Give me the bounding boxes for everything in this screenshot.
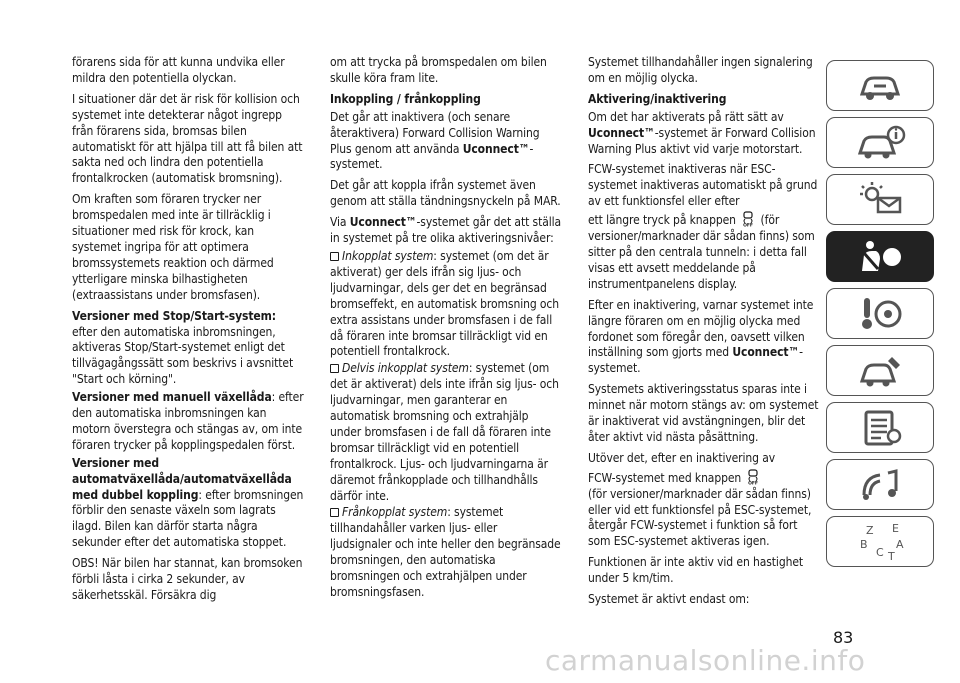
tab-warning-lights[interactable] [826, 174, 934, 225]
paragraph [72, 390, 304, 454]
paragraph [330, 110, 562, 174]
paragraph: Funktionen är inte aktiv vid en hastighet under 5 km/tim. [588, 555, 803, 586]
index-letter: Z [866, 523, 874, 537]
brand-name: Uconnect™ [588, 125, 655, 140]
watermark: carmanualsonline.info [545, 644, 866, 677]
list-item-text: : systemet tillhandahåller varken ljus- eller ljudsignaler och inte heller den begränsade bromsningen, den automatiska bromsningen och extrahjälpen under bromsningsfasen. [330, 505, 561, 599]
car-info-icon [850, 123, 910, 163]
tab-technical-data[interactable] [826, 402, 934, 453]
paragraph [588, 211, 820, 293]
paragraph-text: FCW-systemet med knappen [588, 470, 745, 485]
paragraph-text: Det går att inaktivera (och senare återaktivera) Forward Collision Warning Plus genom att använda [330, 109, 540, 156]
paragraph: I situationer där det är risk för kollision och systemet inte detekterar något ingrepp från förarens sida, bromsas bilen automatiskt för att hjälpa till att få bilen att sakta ned och lindra den potentiella frontalkrocken (automatisk bromsning). [72, 91, 303, 186]
list-item-text: : systemet (om det är aktiverat) ger dels ifrån sig ljus- och ljudvarningar, dels ger det en begränsad bromseffekt, en automatisk bromsning och extra assistans under bromsfasen i de fall då föraren inte bromsar tillräckligt vid en potentiell frontalkrock. [330, 248, 559, 359]
tab-dashboard[interactable] [826, 60, 934, 111]
car-wrench-service-icon [850, 351, 910, 391]
paragraph-text: Efter en inaktivering, varnar systemet inte längre föraren om en möjlig olycka med fordonet som föregår den, oavsett vilken inställning som gjorts med [588, 297, 814, 360]
chapter-tabs [826, 60, 934, 573]
esc-off-car-skid-icon [741, 211, 755, 227]
section-heading: Aktivering/inaktivering [588, 91, 727, 106]
brand-name: Uconnect™ [462, 141, 530, 156]
tab-emergency[interactable] [826, 345, 934, 396]
paragraph-text: ett längre tryck på knappen [588, 213, 740, 228]
seatbelt-airbag-safety-icon [850, 237, 910, 277]
square-bullet-icon [330, 252, 339, 261]
list-item-label: Inkopplat system [342, 248, 434, 263]
svg-text:OFF: OFF [748, 481, 759, 485]
multimedia-music-icon [850, 465, 910, 505]
paragraph-text: -systemet. [330, 141, 534, 172]
list-item [330, 249, 562, 360]
paragraph-text: -systemet är Forward Collision Warning Plus aktivt vid varje motorstart. [588, 125, 816, 156]
paragraph: Systemets aktiveringsstatus sparas inte i minnet när motorn stängs av: om systemet är inaktiverat vid avstängningen, blir det åter aktivt vid nästa påsättning. [588, 382, 819, 444]
paragraph: Systemet är aktivt endast om: [588, 592, 750, 607]
paragraph-text: : efter bromsningen förblir den senaste växeln som lagrats ilagd. Bilen kan därför starta några sekunder efter det automatiska stoppet. [72, 487, 304, 550]
text-column-3 [588, 55, 820, 613]
list-item [330, 505, 562, 600]
paragraph-text: Via [330, 215, 350, 230]
paragraph-text: : efter den automatiska inbromsningen kan motorn överstegra och stängas av, om inte föraren trycker på kopplingspedalen först. [72, 390, 304, 452]
paragraph [72, 456, 304, 551]
paragraph: Utöver det, efter en inaktivering av [588, 450, 776, 465]
paragraph: Om kraften som föraren trycker ner bromspedalen med inte är tillräcklig i situationer med risk för krock, kan systemet ingripa för att optimera bromssystemets reaktion och därmed ytterligare minska bilhastigheten (extraassistans under bromsfasen). [72, 192, 274, 302]
brand-name: Uconnect™ [349, 215, 417, 230]
paragraph [330, 215, 562, 247]
tab-starting-driving[interactable] [826, 288, 934, 339]
bold-label: Versioner med automatväxellåda/automatväxellåda med dubbel koppling [72, 455, 292, 502]
tab-multimedia[interactable] [826, 459, 934, 510]
warning-light-message-icon [850, 180, 910, 220]
car-dashboard-icon [850, 66, 910, 106]
paragraph: Systemet tillhandahåller ingen signalering om en möjlig olycka. [588, 55, 813, 85]
square-bullet-icon [330, 364, 339, 373]
bold-label: Versioner med Stop/Start-system: [72, 308, 277, 323]
paragraph-text: Om det har aktiverats på rätt sätt av [588, 109, 784, 124]
technical-data-list-icon [850, 408, 910, 448]
paragraph: Det går att koppla ifrån systemet även genom att ställa tändningsnyckeln på MAR. [330, 178, 561, 209]
list-item [330, 361, 562, 504]
tab-car-info[interactable] [826, 117, 934, 168]
paragraph: OBS! När bilen har stannat, kan bromsoken förbli låsta i cirka 2 sekunder, av säkerhetsskäl. Försäkra dig [72, 556, 303, 602]
index-letter: T [888, 549, 895, 562]
paragraph-text: (för versioner/marknader där sådan finns) som sitter på den centrala tunneln: i detta fall visas ett avsett meddelande på instrumentpanelens display. [588, 213, 815, 291]
paragraph [72, 309, 304, 389]
alphabetical-index-icon [850, 522, 910, 562]
paragraph: om att trycka på bromspedalen om bilen skulle köra fram lite. [330, 55, 547, 85]
text-column-2 [330, 55, 562, 606]
bold-label: Versioner med manuell växellåda [72, 390, 272, 405]
paragraph [588, 110, 820, 158]
list-item-label: Frånkopplat system [342, 505, 448, 520]
section-heading: Inkoppling / frånkoppling [330, 91, 481, 106]
index-letter: B [860, 537, 868, 551]
list-item-label: Delvis inkopplat system [342, 361, 469, 376]
paragraph: förarens sida för att kunna undvika eller mildra den potentiella olyckan. [72, 55, 285, 85]
tab-index[interactable] [826, 516, 934, 567]
tab-safety[interactable] [826, 231, 934, 282]
paragraph-text: -systemet. [588, 345, 803, 376]
brand-name: Uconnect™ [732, 345, 800, 360]
text-column-1 [72, 55, 304, 609]
index-letter: A [896, 537, 904, 551]
paragraph-text: efter den automatiska inbromsningen, aktiveras Stop/Start-systemet enligt det tillvägagångssätt som beskrivs i avsnittet "Start och körning". [72, 324, 294, 387]
index-letter: E [892, 521, 899, 535]
index-letter: C [876, 545, 884, 559]
page-number: 83 [833, 628, 854, 647]
steering-wheel-key-icon [850, 294, 910, 334]
list-item-text: : systemet (om det är aktiverat) dels inte ifrån sig ljus- och ljudvarningar, men garanterar en automatisk bromsning och extrahjälp under bromsfasen i de fall då föraren inte bromsar tillräckligt vid en potentiell frontalkrock. Ljus- och ljudvarningarna är däremot frånkopplade och tillhandhålls därför inte. [330, 361, 559, 503]
paragraph-text: -systemet går det att ställa in systemet på tre olika aktiveringsnivåer: [330, 215, 562, 246]
svg-text:OFF: OFF [743, 223, 754, 228]
paragraph [588, 298, 820, 378]
paragraph [588, 469, 820, 551]
square-bullet-icon [330, 508, 339, 517]
esc-off-car-skid-icon [746, 469, 760, 485]
paragraph: FCW-systemet inaktiveras när ESC-systemet inaktiveras automatiskt på grund av ett funktionsfel eller efter [588, 162, 818, 209]
paragraph-text: (för versioner/marknader där sådan finns) eller vid ett funktionsfel på ESC-systemet, återgår FCW-systemet i funktion så fort som ESC-systemet aktiveras igen. [588, 486, 812, 549]
